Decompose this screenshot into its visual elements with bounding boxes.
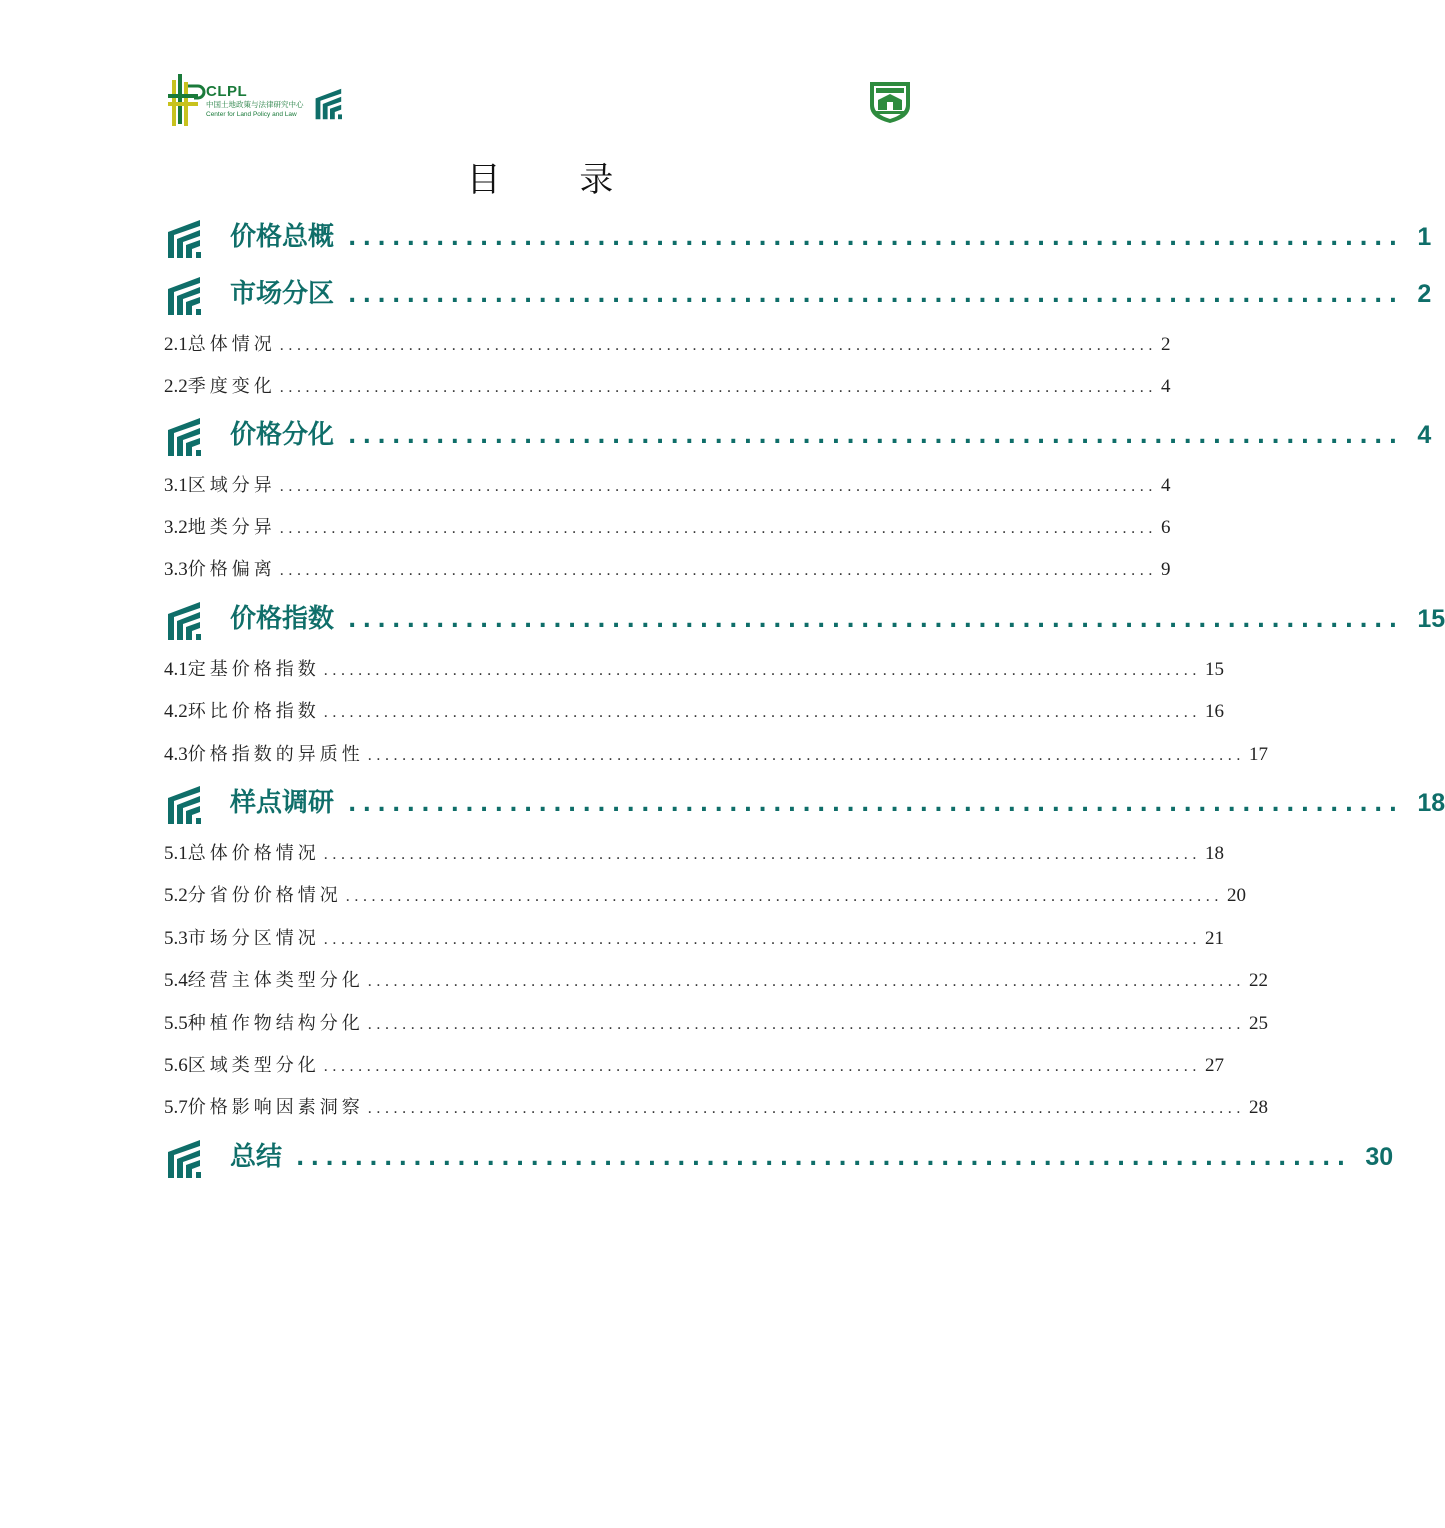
toc-entry-page: 9 — [1160, 559, 1171, 580]
leader-dots: ...................................................................................................... — [323, 662, 1201, 679]
toc-entry-number: 4.3 — [164, 744, 188, 765]
toc-entry-label: 环比价格指数 — [187, 701, 320, 722]
toc-entry-page: 15 — [1417, 605, 1445, 633]
toc-chapter-entry[interactable] — [164, 781, 1445, 825]
toc-entry-page: 1 — [1417, 223, 1432, 251]
toc-entry-page: 17 — [1248, 744, 1268, 765]
leader-dots: ...................................................................................................... — [367, 1016, 1245, 1033]
toc-entry-page: 20 — [1226, 885, 1246, 906]
clpl-logo — [168, 72, 358, 130]
chapter-marker-icon — [166, 416, 206, 458]
toc-entry-number: 4.1 — [164, 659, 188, 680]
chapter-marker-icon — [166, 218, 206, 260]
leader-dots: ...................................................................................................... — [323, 931, 1201, 948]
toc-entry-number: 5.7 — [164, 1097, 188, 1118]
toc-entry-label: 市场分区情况 — [187, 928, 320, 949]
toc-section-entry[interactable] — [164, 513, 1171, 543]
toc-entry-number: 3.1 — [164, 475, 188, 496]
toc-entry-page: 4 — [1160, 475, 1171, 496]
leader-dots: ...................................................................................................... — [279, 379, 1157, 396]
toc-entry-number: 2.2 — [164, 376, 188, 397]
toc-section-entry[interactable] — [164, 471, 1171, 501]
toc-entry-label: 总结 — [230, 1142, 283, 1172]
toc-entry-page: 25 — [1248, 1013, 1268, 1034]
toc-entry-page: 28 — [1248, 1097, 1268, 1118]
toc-entry-label: 定基价格指数 — [187, 659, 320, 680]
toc-entry-label: 经营主体类型分化 — [187, 970, 364, 991]
chapter-marker-icon — [166, 1138, 206, 1180]
leader-dots: ...................................................................................................... — [345, 888, 1223, 905]
toc-entry-page: 16 — [1204, 701, 1224, 722]
toc-section-entry[interactable] — [164, 1009, 1268, 1039]
leader-dots: ...................................................................................................... — [367, 1100, 1245, 1117]
leader-dots: ...................................................................................................... — [367, 747, 1245, 764]
leader-dots: ........................................................................ — [348, 608, 1404, 633]
toc-entry-label: 价格偏离 — [187, 559, 276, 580]
leader-dots: ........................................................................ — [296, 1146, 1352, 1171]
toc-entry-label: 季度变化 — [187, 376, 276, 397]
toc-section-entry[interactable] — [164, 1051, 1224, 1081]
toc-chapter-entry[interactable] — [164, 272, 1432, 316]
toc-entry-label: 区域类型分化 — [187, 1055, 320, 1076]
leader-dots: ...................................................................................................... — [279, 520, 1157, 537]
toc-chapter-entry[interactable] — [164, 597, 1445, 641]
toc-section-entry[interactable] — [164, 697, 1224, 727]
toc-entry-page: 21 — [1204, 928, 1224, 949]
toc-entry-number: 5.6 — [164, 1055, 188, 1076]
toc-entry-label: 价格影响因素洞察 — [187, 1097, 364, 1118]
leader-dots: ...................................................................................................... — [323, 704, 1201, 721]
toc-entry-page: 2 — [1417, 280, 1432, 308]
toc-entry-number: 5.5 — [164, 1013, 188, 1034]
toc-chapter-entry[interactable] — [164, 413, 1432, 457]
toc-section-entry[interactable] — [164, 966, 1268, 996]
leader-dots: ...................................................................................................... — [323, 1058, 1201, 1075]
toc-entry-number: 2.1 — [164, 334, 188, 355]
toc-entry-number: 5.3 — [164, 928, 188, 949]
leader-dots: ........................................................................ — [348, 226, 1404, 251]
toc-entry-page: 18 — [1204, 843, 1224, 864]
leader-dots: ...................................................................................................... — [279, 562, 1157, 579]
toc-entry-page: 6 — [1160, 517, 1171, 538]
toc-entry-page: 15 — [1204, 659, 1224, 680]
toc-section-entry[interactable] — [164, 330, 1171, 360]
toc-entry-label: 价格总概 — [230, 222, 335, 252]
leader-dots: ...................................................................................................... — [279, 337, 1157, 354]
leader-dots: ...................................................................................................... — [279, 478, 1157, 495]
leader-dots: ........................................................................ — [348, 792, 1404, 817]
chapter-marker-icon — [166, 784, 206, 826]
toc-section-entry[interactable] — [164, 1093, 1268, 1123]
leader-dots: ...................................................................................................... — [367, 973, 1245, 990]
toc-section-entry[interactable] — [164, 839, 1224, 869]
toc-entry-label: 分省份价格情况 — [187, 885, 342, 906]
toc-entry-page: 22 — [1248, 970, 1268, 991]
toc-entry-page: 27 — [1204, 1055, 1224, 1076]
toc-entry-number: 5.1 — [164, 843, 188, 864]
leader-dots: ........................................................................ — [348, 424, 1404, 449]
toc-entry-label: 总体价格情况 — [187, 843, 320, 864]
university-emblem-icon — [866, 78, 914, 124]
toc-section-entry[interactable] — [164, 881, 1246, 911]
toc-entry-number: 3.2 — [164, 517, 188, 538]
toc-entry-number: 3.3 — [164, 559, 188, 580]
toc-entry-label: 种植作物结构分化 — [187, 1013, 364, 1034]
toc-section-entry[interactable] — [164, 555, 1171, 585]
toc-entry-page: 18 — [1417, 789, 1445, 817]
toc-section-entry[interactable] — [164, 740, 1268, 770]
chapter-marker-icon — [314, 84, 346, 124]
toc-entry-label: 区域分异 — [187, 475, 276, 496]
toc-entry-page: 2 — [1160, 334, 1171, 355]
clpl-logo-icon — [168, 72, 204, 130]
leader-dots: ........................................................................ — [348, 283, 1404, 308]
toc-entry-label: 总体情况 — [187, 334, 276, 355]
logo-chinese-name: 中国土地政策与法律研究中心 — [206, 100, 304, 109]
clpl-logo-text — [206, 84, 304, 119]
toc-section-entry[interactable] — [164, 372, 1171, 402]
toc-chapter-entry[interactable] — [164, 215, 1432, 259]
leader-dots: ...................................................................................................... — [323, 846, 1201, 863]
toc-entry-page: 30 — [1365, 1143, 1394, 1171]
toc-entry-page: 4 — [1417, 421, 1432, 449]
toc-entry-label: 市场分区 — [230, 279, 335, 309]
toc-section-entry[interactable] — [164, 655, 1224, 685]
toc-entry-label: 价格指数 — [230, 604, 335, 634]
toc-entry-label: 价格指数的异质性 — [187, 744, 364, 765]
toc-entry-number: 5.2 — [164, 885, 188, 906]
toc-entry-number: 4.2 — [164, 701, 188, 722]
logo-english-name: Center for Land Policy and Law — [206, 111, 297, 118]
toc-entry-label: 价格分化 — [230, 420, 335, 450]
toc-chapter-entry[interactable] — [164, 1135, 1394, 1179]
university-emblem — [866, 78, 914, 124]
toc-entry-page: 4 — [1160, 376, 1171, 397]
chapter-marker-icon — [166, 600, 206, 642]
toc-entry-number: 5.4 — [164, 970, 188, 991]
toc-title: 目 录 — [466, 160, 648, 200]
toc-section-entry[interactable] — [164, 924, 1224, 954]
logo-title: CLPL — [206, 83, 248, 100]
toc-entry-label: 样点调研 — [230, 788, 335, 818]
toc-entry-label: 地类分异 — [187, 517, 276, 538]
chapter-marker-icon — [166, 275, 206, 317]
